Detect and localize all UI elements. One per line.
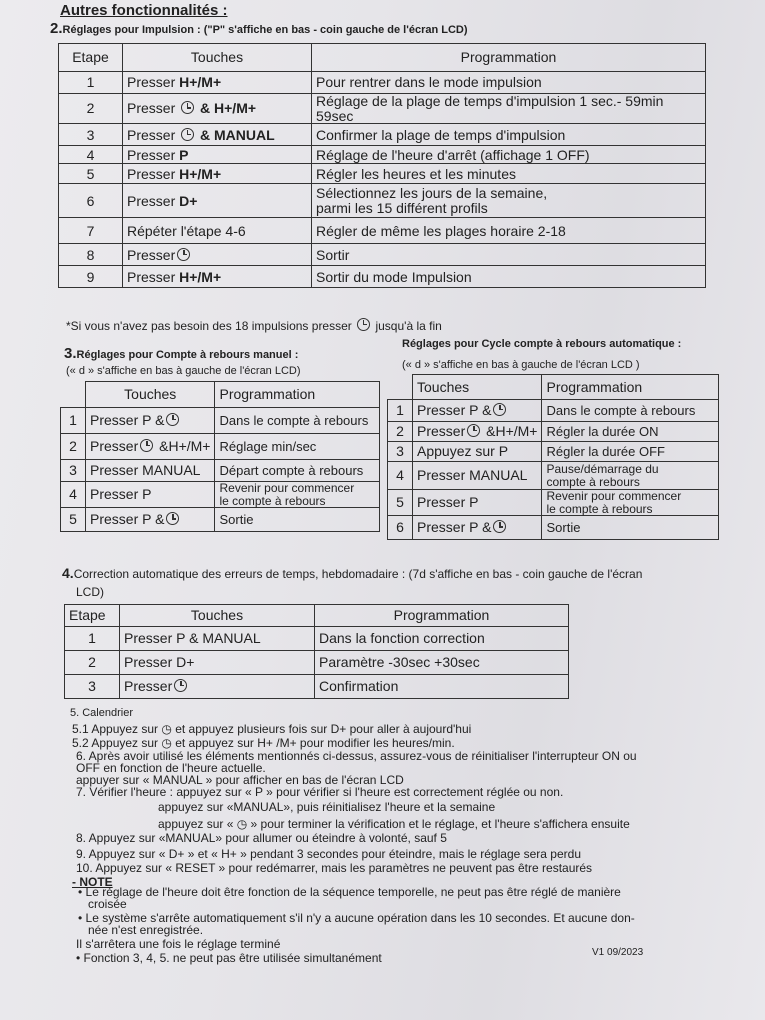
prog-text-2: compte à rebours	[546, 474, 640, 489]
keys-text: Presser P &	[417, 519, 492, 536]
instruction-line: née n'est enregistrée.	[88, 923, 204, 937]
prog-cell	[542, 490, 719, 516]
instruction-line: 5. Calendrier	[70, 707, 133, 719]
header-etape: Etape	[65, 605, 120, 627]
correction-table	[64, 604, 569, 699]
prog-cell	[215, 482, 380, 508]
keys-bold: & MANUAL	[196, 126, 275, 143]
instruction-line: 6. Après avoir utilisé les éléments mentionnés ci-dessus, assurez-vous de réinitialiser l'interrupteur ON ou	[76, 749, 637, 763]
step-cell: 8	[59, 244, 123, 266]
prog-text-2: parmi les 15 différent profils	[316, 199, 488, 216]
clock-icon	[467, 424, 480, 437]
header-programmation: Programmation	[315, 605, 569, 627]
prog-cell	[215, 460, 380, 482]
instruction-line: • Le réglage de l'heure doit être fonction de la séquence temporelle, ne peut pas être réglé de manière	[78, 885, 621, 899]
impulse-table	[58, 43, 706, 288]
prog-cell	[312, 164, 706, 184]
instruction-line: 7. Vérifier l'heure : appuyez sur « P » pour vérifier si l'heure est correctement réglée ou non.	[76, 785, 564, 799]
prog-cell	[542, 400, 719, 422]
header-touches: Touches	[120, 605, 315, 627]
prog-text-2: le compte à rebours	[219, 493, 326, 508]
table-row	[388, 422, 719, 442]
keys-cell	[413, 462, 542, 490]
keys-text: Presser	[127, 246, 176, 263]
impulse-footnote	[66, 318, 442, 333]
clock-icon	[166, 512, 179, 525]
step-cell: 3	[59, 124, 123, 146]
prog-text: Sortir du mode Impulsion	[316, 268, 472, 285]
row-number: 4	[388, 462, 413, 490]
prog-text: Revenir pour commencer	[219, 481, 355, 495]
table-row	[59, 184, 706, 218]
keys-bold: H+/M+	[179, 268, 222, 285]
section-2-title: Réglages pour Impulsion : ("P" s'affiche en bas - coin gauche de l'écran LCD)	[62, 24, 468, 36]
clock-icon	[166, 413, 179, 426]
row-number: 2	[61, 434, 86, 460]
instruction-line: • Fonction 3, 4, 5. ne peut pas être utilisée simultanément	[76, 951, 382, 965]
prog-text: Sortir	[316, 246, 350, 263]
prog-cell	[312, 94, 706, 124]
section-3-number: 3.	[64, 345, 77, 362]
prog-text: Réglage de la plage de temps d'impulsion 1 sec.- 59min	[316, 93, 664, 109]
table-row	[59, 146, 706, 164]
keys-text: Répéter l'étape 4-6	[127, 222, 246, 239]
prog-text: Confirmer la plage de temps d'impulsion	[316, 126, 566, 143]
prog-text: Dans le compte à rebours	[219, 412, 369, 428]
keys-text: Presser	[127, 146, 180, 163]
step-cell: 4	[59, 146, 123, 164]
table-row	[65, 675, 569, 699]
table-row	[61, 408, 380, 434]
clock-icon	[493, 520, 506, 533]
step-cell: 7	[59, 218, 123, 244]
row-number: 5	[61, 508, 86, 532]
footnote-text-a: *Si vous n'avez pas besoin des 18 impulsions presser	[66, 319, 352, 333]
keys-text: Presser D+	[124, 654, 195, 671]
header-etape: Etape	[59, 44, 123, 72]
row-number: 4	[61, 482, 86, 508]
keys-text: Presser	[127, 74, 180, 91]
keys-text: Presser	[127, 268, 180, 285]
header-programmation: Programmation	[542, 375, 719, 400]
keys-text: Appuyez sur P	[417, 443, 509, 460]
keys-cell	[413, 442, 542, 462]
note-label: - NOTE	[72, 875, 113, 889]
prog-text: Régler les heures et les minutes	[316, 165, 516, 182]
row-number: 1	[388, 400, 413, 422]
prog-text: Régler de même les plages horaire 2-18	[316, 222, 566, 239]
clock-icon	[177, 248, 190, 261]
instruction-line: • Le système s'arrête automatiquement s'il n'y a aucune opération dans les 10 secondes. Et aucune don-	[78, 911, 635, 925]
clock-icon	[181, 101, 194, 114]
prog-cell	[312, 184, 706, 218]
keys-text: Presser P	[417, 494, 479, 511]
keys-cell	[86, 508, 215, 532]
keys-text: Presser	[124, 678, 173, 695]
prog-text-2: le compte à rebours	[546, 501, 653, 516]
instruction-line: OFF en fonction de l'heure actuelle.	[76, 761, 266, 775]
section-4-number: 4.	[62, 565, 74, 581]
prog-cell	[215, 434, 380, 460]
prog-text: Réglage min/sec	[219, 438, 317, 454]
keys-cell	[123, 244, 312, 266]
keys-cell	[413, 490, 542, 516]
keys-cell	[413, 422, 542, 442]
table-row	[65, 627, 569, 651]
keys-text: Presser P &	[90, 511, 165, 528]
prog-cell	[312, 72, 706, 94]
section-3-subtitle: (« d » s'affiche en bas à gauche de l'écran LCD)	[66, 365, 301, 377]
prog-cell	[312, 266, 706, 288]
prog-text: Sortie	[546, 519, 581, 535]
prog-text: Dans le compte à rebours	[546, 402, 696, 418]
keys-cell	[413, 400, 542, 422]
section-2-heading	[50, 20, 468, 37]
instruction-line: appuyez sur «MANUAL», puis réinitialisez l'heure et la semaine	[158, 800, 496, 814]
prog-cell: Paramètre -30sec +30sec	[315, 651, 569, 675]
prog-cell	[312, 146, 706, 164]
header-touches: Touches	[86, 382, 215, 408]
prog-text: Pause/démarrage du	[546, 461, 659, 476]
instruction-line: 10. Appuyez sur « RESET » pour redémarrer, mais les paramètres ne peuvent pas être restaurés	[76, 861, 593, 875]
table-row	[59, 218, 706, 244]
header-programmation: Programmation	[215, 382, 380, 408]
prog-cell	[542, 422, 719, 442]
prog-cell	[215, 408, 380, 434]
header-programmation: Programmation	[312, 44, 706, 72]
table-row	[61, 460, 380, 482]
keys-cell	[123, 164, 312, 184]
cycle-heading: Réglages pour Cycle compte à rebours automatique :	[402, 338, 682, 350]
keys-bold: H+/M+	[179, 165, 222, 182]
instruction-line: 5.2 Appuyez sur ◷ et appuyez sur H+ /M+ pour modifier les heures/min.	[72, 736, 455, 750]
keys-cell	[120, 675, 315, 699]
footnote-text-b: jusqu'à la fin	[375, 319, 442, 333]
instruction-line: croisée	[88, 897, 127, 911]
keys-text: Presser	[127, 100, 180, 117]
manual-countdown-table	[60, 381, 380, 532]
prog-cell	[542, 442, 719, 462]
clock-icon	[493, 403, 506, 416]
keys-text: Presser MANUAL	[417, 467, 528, 484]
instruction-line: appuyez sur « ◷ » pour terminer la vérification et le réglage, et l'heure s'affichera ensuite	[158, 817, 630, 831]
clock-icon	[357, 318, 370, 331]
keys-cell	[123, 266, 312, 288]
table-row	[59, 244, 706, 266]
header-touches: Touches	[413, 375, 542, 400]
prog-text: Régler la durée OFF	[546, 443, 665, 459]
row-number: 1	[61, 408, 86, 434]
prog-cell	[312, 218, 706, 244]
prog-text: Départ compte à rebours	[219, 462, 364, 478]
table-row	[388, 400, 719, 422]
instruction-line: 9. Appuyez sur « D+ » et « H+ » pendant 3 secondes pour éteindre, mais le réglage sera perdu	[76, 847, 581, 861]
cycle-countdown-table	[387, 374, 719, 540]
header-touches: Touches	[123, 44, 312, 72]
table-row	[61, 508, 380, 532]
keys-cell	[123, 72, 312, 94]
step-cell: 6	[59, 184, 123, 218]
step-cell: 2	[59, 94, 123, 124]
keys-cell	[413, 516, 542, 540]
version-label: V1 09/2023	[592, 947, 644, 958]
step-cell: 2	[65, 651, 120, 675]
keys-text: Presser P & MANUAL	[124, 630, 261, 647]
table-row	[388, 442, 719, 462]
instruction-line: Il s'arrêtera une fois le réglage terminé	[76, 937, 281, 951]
section-4-heading-cont: LCD)	[76, 585, 105, 599]
table-row	[388, 490, 719, 516]
keys-text-2: &H+/M+	[482, 423, 538, 440]
row-number: 3	[388, 442, 413, 462]
keys-cell	[86, 482, 215, 508]
table-row	[59, 94, 706, 124]
keys-bold: & H+/M+	[196, 100, 257, 117]
prog-text: Sortie	[219, 511, 254, 527]
table-row	[388, 516, 719, 540]
table-row	[65, 651, 569, 675]
table-row	[61, 434, 380, 460]
keys-cell	[123, 124, 312, 146]
keys-cell	[120, 651, 315, 675]
prog-cell: Confirmation	[315, 675, 569, 699]
header-blank	[61, 382, 86, 408]
prog-text: Sélectionnez les jours de la semaine,	[316, 185, 548, 202]
prog-text: Régler la durée ON	[546, 423, 659, 439]
keys-cell	[123, 94, 312, 124]
keys-text: Presser P &	[417, 402, 492, 419]
step-cell: 3	[65, 675, 120, 699]
row-number: 2	[388, 422, 413, 442]
step-cell: 9	[59, 266, 123, 288]
prog-text: Revenir pour commencer	[546, 489, 682, 503]
keys-cell	[86, 434, 215, 460]
clock-icon	[174, 679, 187, 692]
keys-text: Presser MANUAL	[90, 462, 201, 479]
step-cell: 1	[65, 627, 120, 651]
prog-text: Réglage de l'heure d'arrêt (affichage 1 OFF)	[316, 146, 590, 163]
section-4-title: Correction automatique des erreurs de temps, hebdomadaire : (7d s'affiche en bas - coin gauche de l'écran	[73, 567, 643, 581]
keys-text: Presser P	[90, 486, 152, 503]
header-blank	[388, 375, 413, 400]
clock-icon	[181, 128, 194, 141]
keys-text: Presser	[127, 165, 180, 182]
section-3-heading	[64, 345, 298, 362]
keys-text: Presser P &	[90, 412, 165, 429]
keys-cell	[120, 627, 315, 651]
row-number: 6	[388, 516, 413, 540]
keys-cell	[86, 460, 215, 482]
prog-cell	[312, 244, 706, 266]
instruction-line: 5.1 Appuyez sur ◷ et appuyez plusieurs fois sur D+ pour aller à aujourd'hui	[72, 722, 472, 736]
keys-text: Presser	[90, 438, 139, 455]
keys-cell	[123, 218, 312, 244]
instruction-line: 8. Appuyez sur «MANUAL» pour allumer ou éteindre à volonté, sauf 5	[76, 831, 447, 845]
instruction-line: appuyer sur « MANUAL » pour afficher en bas de l'écran LCD	[76, 773, 404, 787]
prog-text: Pour rentrer dans le mode impulsion	[316, 74, 542, 91]
prog-cell: Dans la fonction correction	[315, 627, 569, 651]
clock-icon	[140, 439, 153, 452]
step-cell: 5	[59, 164, 123, 184]
prog-cell	[215, 508, 380, 532]
table-row	[61, 482, 380, 508]
keys-text: Presser	[417, 423, 466, 440]
keys-cell	[86, 408, 215, 434]
prog-text-2: 59sec	[316, 107, 354, 124]
step-cell: 1	[59, 72, 123, 94]
keys-cell	[123, 146, 312, 164]
section-4-heading	[62, 565, 642, 581]
keys-bold: D+	[179, 192, 198, 209]
prog-cell	[312, 124, 706, 146]
keys-cell	[123, 184, 312, 218]
keys-bold: P	[179, 146, 189, 163]
table-row	[59, 124, 706, 146]
prog-cell	[542, 462, 719, 490]
table-row	[59, 266, 706, 288]
row-number: 5	[388, 490, 413, 516]
row-number: 3	[61, 460, 86, 482]
table-row	[59, 164, 706, 184]
cycle-subtitle: (« d » s'affiche en bas à gauche de l'écran LCD )	[402, 359, 640, 371]
keys-text: Presser	[127, 126, 180, 143]
table-row	[388, 462, 719, 490]
table-row	[59, 72, 706, 94]
section-3-title: Réglages pour Compte à rebours manuel :	[76, 349, 299, 361]
page-title: Autres fonctionnalités :	[60, 2, 228, 19]
prog-cell	[542, 516, 719, 540]
keys-text-2: &H+/M+	[155, 438, 211, 455]
keys-text: Presser	[127, 192, 180, 209]
section-2-number: 2.	[50, 20, 63, 37]
keys-bold: H+/M+	[179, 74, 222, 91]
